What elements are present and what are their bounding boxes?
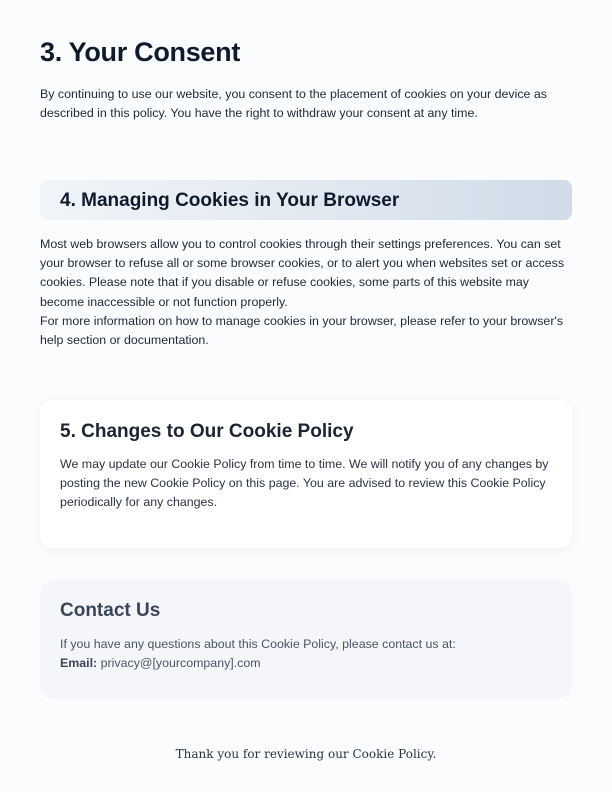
section-3-paragraph: By continuing to use our website, you consent to the placement of cookies on your device as described in this policy. You have the right to withdraw your consent at any time.: [40, 87, 547, 121]
section-3-heading: 3. Your Consent: [40, 37, 241, 67]
section-5-paragraph: We may update our Cookie Policy from time to time. We will notify you of any changes by posting the new Cookie Policy on this page. You are advised to review this Cookie Policy periodically for any changes.: [60, 457, 549, 510]
section-5-card: [40, 400, 572, 548]
section-4-header-banner: [40, 180, 572, 220]
contact-heading: Contact Us: [60, 600, 161, 621]
section-3-body: [40, 85, 580, 123]
contact-details: [60, 635, 560, 673]
section-5-heading: 5. Changes to Our Cookie Policy: [60, 421, 354, 442]
section-4-paragraph-1: Most web browsers allow you to control cookies through their settings preferences. You can set your browser to refuse all or some browser cookies, or to alert you when websites set or access cookies. Please note that if you disable or refuse cookies, some parts of this website may become inaccessible or not function properly.: [40, 237, 565, 309]
section-4-paragraph-2: For more information on how to manage cookies in your browser, please refer to your browser's help section or documentation.: [40, 313, 564, 348]
contact-intro: If you have any questions about this Cookie Policy, please contact us at:: [60, 637, 456, 651]
section-4-heading: 4. Managing Cookies in Your Browser: [60, 190, 400, 211]
section-4-body: [40, 235, 575, 350]
email-label: Email:: [60, 656, 98, 671]
contact-card: [40, 580, 572, 699]
email-address[interactable]: privacy@[yourcompany].com: [100, 656, 261, 671]
footer-thank-you: Thank you for reviewing our Cookie Policy.: [175, 747, 437, 761]
